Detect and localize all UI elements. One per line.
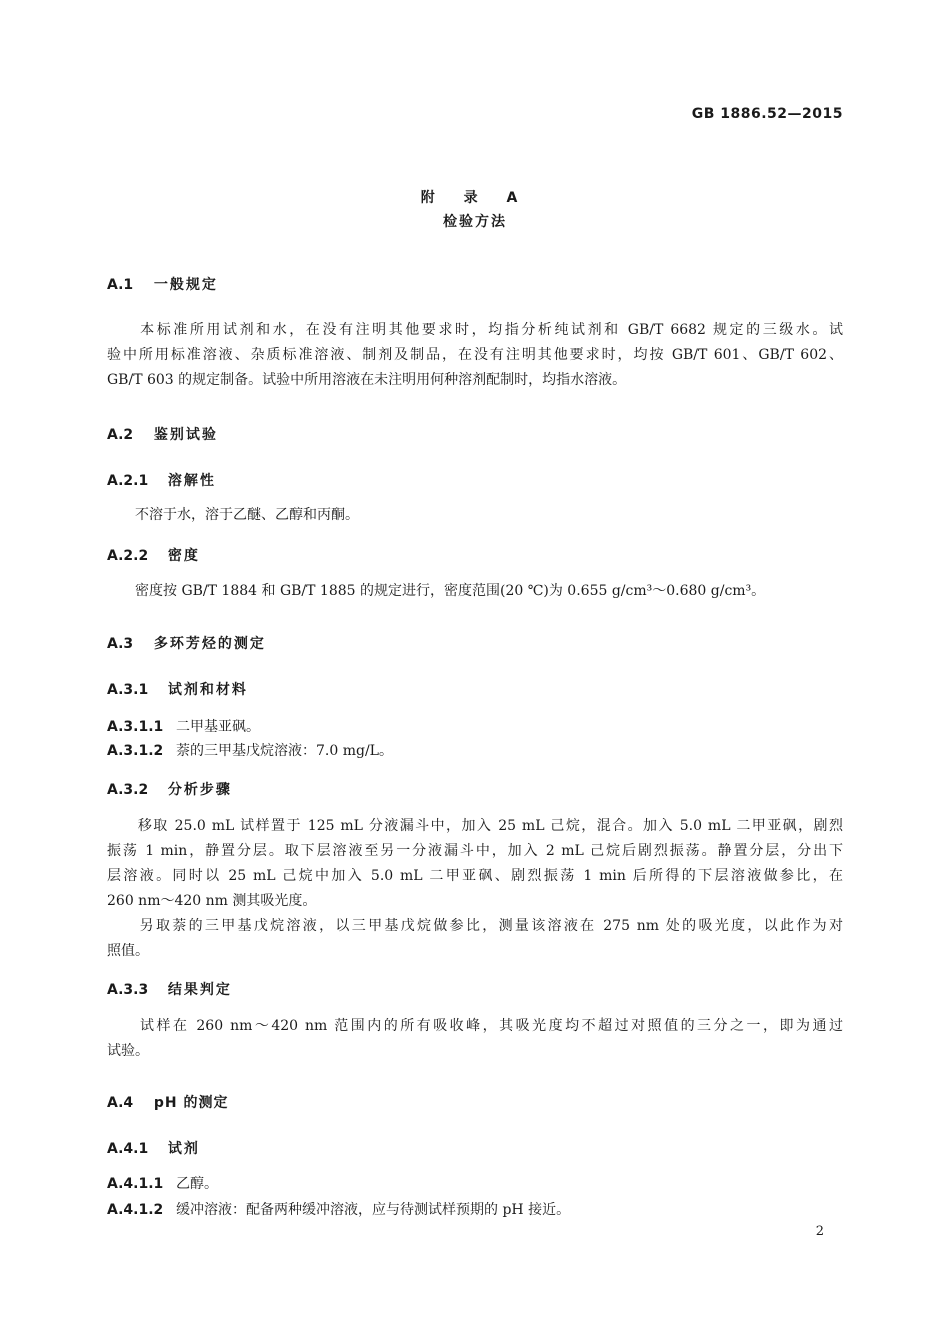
section-number: A.2 [107, 427, 134, 443]
item-number: A.4.1.2 [107, 1202, 164, 1218]
paragraph-line: 照值。 [107, 943, 149, 959]
section-number: A.2.2 [107, 548, 149, 564]
section-title: 鉴别试验 [153, 427, 218, 443]
item-text: 萘的三甲基戊烷溶液：7.0 mg/L。 [176, 743, 393, 759]
section-number: A.1 [107, 277, 134, 293]
section-heading-a31 [107, 679, 248, 699]
list-item-a412 [107, 1199, 570, 1219]
section-title: pH 的测定 [153, 1095, 229, 1111]
section-title: 试剂和材料 [167, 682, 248, 698]
section-title: 分析步骤 [167, 782, 232, 798]
paragraph-line: 密度按 GB/T 1884 和 GB/T 1885 的规定进行，密度范围(20 ℃)为 0.655 g/cm³～0.680 g/cm³。 [107, 583, 766, 599]
paragraph-a1 [107, 318, 843, 393]
standard-code: GB 1886.52—2015 [691, 106, 843, 122]
paragraph-a21 [107, 503, 843, 528]
section-title: 结果判定 [167, 982, 232, 998]
paragraph-line: 260 nm～420 nm 测其吸光度。 [107, 893, 317, 909]
section-heading-a22 [107, 545, 200, 565]
paragraph-line: 另取萘的三甲基戊烷溶液，以三甲基戊烷做参比，测量该溶液在 275 nm 处的吸光度，以此作为对 [107, 918, 843, 934]
list-item-a312 [107, 740, 393, 760]
paragraph-a33 [107, 1014, 843, 1064]
section-heading-a41 [107, 1138, 200, 1158]
section-heading-a32 [107, 779, 232, 799]
item-number: A.4.1.1 [107, 1176, 164, 1192]
section-heading-a21 [107, 470, 216, 490]
list-item-a411 [107, 1173, 218, 1193]
paragraph-a22 [107, 579, 843, 604]
section-heading-a3 [107, 633, 266, 653]
item-number: A.3.1.2 [107, 743, 164, 759]
section-title: 密度 [167, 548, 200, 564]
paragraph-line: 移取 25.0 mL 试样置于 125 mL 分液漏斗中，加入 25 mL 己烷，混合。加入 5.0 mL 二甲亚砜，剧烈 [107, 818, 843, 834]
section-heading-a33 [107, 979, 232, 999]
list-item-a311 [107, 716, 260, 736]
paragraph-line: 振荡 1 min，静置分层。取下层溶液至另一分液漏斗中，加入 2 mL 己烷后剧烈振荡。静置分层，分出下 [107, 843, 843, 859]
paragraph-line: 不溶于水，溶于乙醚、乙醇和丙酮。 [107, 507, 359, 523]
section-number: A.3.2 [107, 782, 149, 798]
section-heading-a2 [107, 424, 218, 444]
paragraph-line: 层溶液。同时以 25 mL 己烷中加入 5.0 mL 二甲亚砜、剧烈振荡 1 min 后所得的下层溶液做参比，在 [107, 868, 843, 884]
section-number: A.3.3 [107, 982, 149, 998]
annex-label: 附 录 A [420, 190, 530, 206]
section-heading-a4 [107, 1092, 229, 1112]
section-number: A.4.1 [107, 1141, 149, 1157]
paragraph-a32 [107, 814, 843, 964]
paragraph-line: 本标准所用试剂和水，在没有注明其他要求时，均指分析纯试剂和 GB/T 6682 规定的三级水。试 [107, 322, 843, 338]
item-text: 缓冲溶液：配备两种缓冲溶液，应与待测试样预期的 pH 接近。 [176, 1202, 571, 1218]
section-number: A.4 [107, 1095, 134, 1111]
paragraph-line: GB/T 603 的规定制备。试验中所用溶液在未注明用何种溶剂配制时，均指水溶液。 [107, 372, 627, 388]
paragraph-line: 试样在 260 nm～420 nm 范围内的所有吸收峰，其吸光度均不超过对照值的三分之一，即为通过 [107, 1018, 843, 1034]
paragraph-line: 验中所用标准溶液、杂质标准溶液、制剂及制品，在没有注明其他要求时，均按 GB/T 601、GB/T 602、 [107, 347, 843, 363]
section-title: 多环芳烃的测定 [153, 636, 266, 652]
section-title: 试剂 [167, 1141, 200, 1157]
paragraph-line: 试验。 [107, 1043, 149, 1059]
section-heading-a1 [107, 274, 218, 294]
item-text: 二甲基亚砜。 [176, 719, 260, 735]
section-number: A.3 [107, 636, 134, 652]
section-number: A.2.1 [107, 473, 149, 489]
page-number: 2 [815, 1224, 824, 1239]
section-number: A.3.1 [107, 682, 149, 698]
section-title: 溶解性 [167, 473, 216, 489]
item-text: 乙醇。 [176, 1176, 218, 1192]
annex-title: 检验方法 [443, 214, 507, 230]
item-number: A.3.1.1 [107, 719, 164, 735]
section-title: 一般规定 [153, 277, 218, 293]
